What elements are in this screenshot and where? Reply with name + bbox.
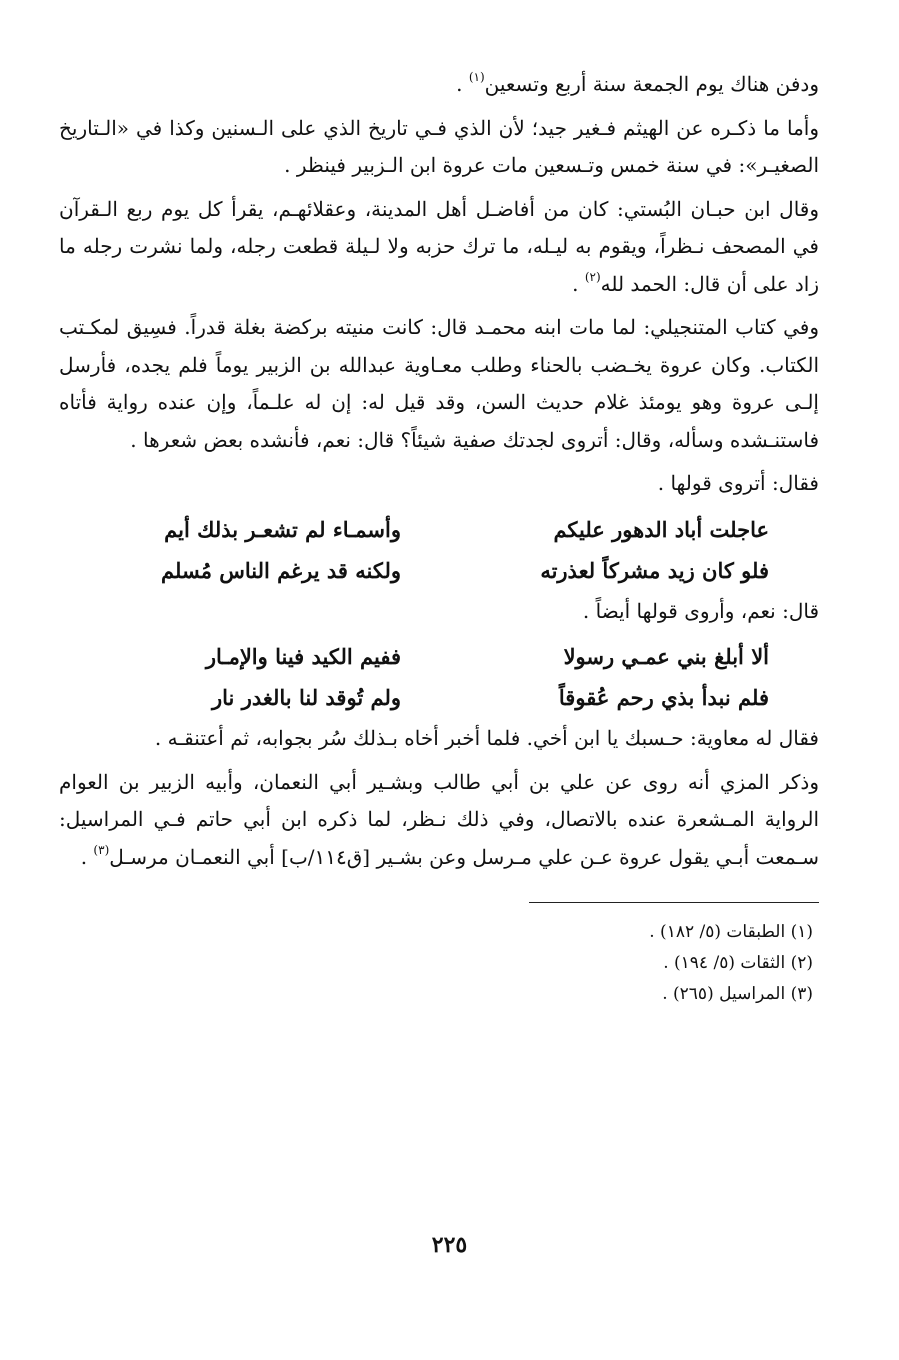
paragraph-qala	[59, 465, 819, 503]
paragraph-text: قال: نعم، وأروى قولها أيضاً .	[582, 598, 819, 623]
paragraph-text: وذكر المزي أنه روى عن علي بن أبي طالب وبشـير أبي النعمان، وأبيه الزبير بن العوام الرواية المـشعرة عنده بالاتصال، وفي ذلك نـظر، لما ذكره ابن أبي حاتم فـي المراسيل: سـمعت أبـي يقول عروة عـن علي مـرسل وعن بشـير [ق١١٤/ب] أبي النعمـان مرسـل	[59, 769, 819, 869]
verse-first-hemistich: ألا أبلغ بني عمـي رسولا	[563, 644, 769, 669]
paragraph-text: وقال ابن حبـان البُستي: كان من أفاضـل أهل المدينة، وعقلائهـم، يقرأ كل يوم ربع الـقرآن في المصحف نـظراً، ويقوم به ليـله، ما ترك حزبه ولا لـيلة قطعت رجله، ولما نشرت رجله ما زاد على أن قال: الحمد لله	[59, 196, 819, 296]
paragraph-text: فقال له معاوية: حـسبك يا ابن أخي. فلما أخبر أخاه بـذلك سُر بجوابه، ثم أعتنقـه .	[154, 726, 819, 750]
poem-verse	[59, 550, 819, 591]
footnotes	[59, 917, 819, 1010]
paragraph-muawiya	[59, 720, 819, 758]
poem-verse	[59, 636, 819, 677]
verse-second-hemistich: وأسمـاء لم تشعـر بذلك أيم	[164, 516, 401, 542]
paragraph-text: وأما ما ذكـره عن الهيثم فـغير جيد؛ لأن الذي فـي تاريخ الذي على الـسنين وكذا في «الـتاريخ الصغيـر»: في سنة خمس وتـسعين مات عروة ابن الـزبير فينظر .	[59, 115, 819, 177]
paragraph-text: فقال: أتروى قولها .	[657, 471, 819, 495]
poem-second	[59, 636, 819, 718]
paragraph-end: .	[80, 844, 94, 869]
paragraph-text: وفي كتاب المتنجيلي: لما مات ابنه محمـد قال: كانت منيته بركضة بغلة قدراً. فسِيق لمكـتب الكتاب. وكان عروة يخـضب بالحناء وطلب معـاوية عبدالله بن الزبير يوماً فلم يجده، فأرسل إلـى عروة وهو يومئذ غلام حديث السن، وقد قيل له: إن له علـماً، وإن عنده رواية فأتاه فاستنـشده وسأله، وقال: أتروى لجدتك صفية شيئاً؟ قال: نعم، فأنشده بعض شعرها .	[59, 315, 819, 452]
footnote-ref: (٢)	[584, 269, 601, 284]
footnote-item: (٢) الثقات (٥/ ١٩٤) .	[663, 953, 813, 973]
poem-safiyya	[59, 509, 819, 591]
footnote-item: (٣) المراسيل (٢٦٥) .	[662, 984, 813, 1004]
verse-second-hemistich: ولكنه قد يرغم الناس مُسلم	[161, 557, 401, 583]
poem-verse	[59, 509, 819, 550]
page-body	[59, 66, 819, 1010]
paragraph-ibn-hibban	[59, 191, 819, 304]
footnote-separator	[529, 902, 819, 903]
footnote-ref: (٣)	[93, 842, 110, 857]
footnote-ref: (١)	[468, 70, 485, 84]
paragraph-end: .	[572, 271, 585, 296]
verse-first-hemistich: فلو كان زيد مشركاً لعذرته	[540, 557, 769, 583]
footnote-item: (١) الطبقات (٥/ ١٨٢) .	[649, 922, 813, 942]
verse-first-hemistich: عاجلت أباد الدهور عليكم	[553, 516, 769, 542]
paragraph-text: ودفن هناك يوم الجمعة سنة أربع وتسعين	[484, 72, 819, 96]
poem-verse	[59, 677, 819, 718]
footnote-separator-row	[59, 882, 819, 917]
paragraph-end: .	[456, 72, 469, 96]
page-number: ٢٢٥	[431, 1232, 468, 1258]
verse-second-hemistich: ففيم الكيد فينا والإمـار	[205, 644, 401, 669]
paragraph-mizzi	[59, 764, 819, 877]
paragraph-haytham	[59, 110, 819, 185]
paragraph-burial	[59, 66, 819, 104]
verse-first-hemistich: فلم نبدأ بذي رحم عُقوقاً	[558, 685, 769, 710]
paragraph-mid-line	[59, 593, 819, 631]
paragraph-mutanjili	[59, 309, 819, 459]
verse-second-hemistich: ولم تُوقد لنا بالغدر نار	[212, 685, 401, 710]
